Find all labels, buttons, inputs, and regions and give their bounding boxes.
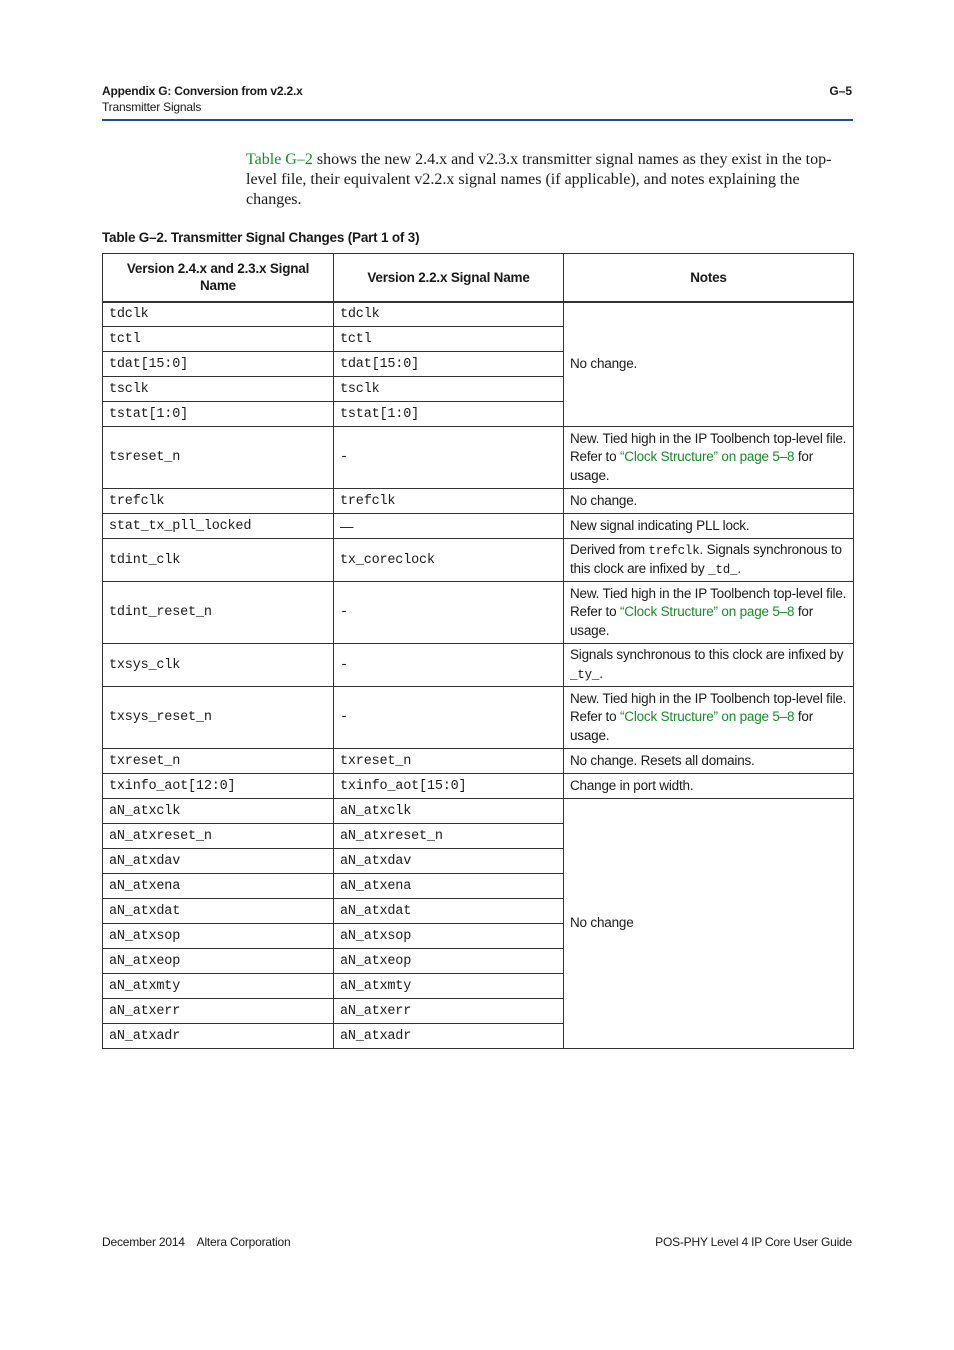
notes-cell: No change. (564, 489, 854, 514)
new-signal-cell: stat_tx_pll_locked (103, 514, 334, 539)
note-text: Derived from (570, 541, 649, 557)
table-header-row (103, 254, 854, 302)
table-row (103, 427, 854, 489)
new-signal-cell: tdclk (103, 302, 334, 327)
new-signal-cell: txreset_n (103, 749, 334, 774)
old-signal-cell: txinfo_aot[15:0] (334, 774, 564, 799)
note-text: . Signals synchronous to this clock are infixed by (570, 541, 842, 576)
note-text: for usage. (570, 449, 813, 483)
new-signal-cell: aN_atxadr (103, 1024, 334, 1049)
notes-cell: No change (564, 799, 854, 1049)
old-signal-cell: aN_atxena (334, 874, 564, 899)
table-row (103, 302, 854, 327)
new-signal-cell: tsclk (103, 377, 334, 402)
old-signal-cell: - (334, 687, 564, 749)
new-signal-cell: txsys_clk (103, 644, 334, 687)
table-row (103, 582, 854, 644)
table-caption: Table G–2. Transmitter Signal Changes (Part 1 of 3) (102, 230, 420, 245)
notes-cell (564, 427, 854, 489)
old-signal-cell: aN_atxeop (334, 949, 564, 974)
clock-structure-link[interactable]: “Clock Structure” on page 5–8 (619, 709, 795, 725)
note-code: trefclk (648, 543, 700, 558)
old-signal-cell: tstat[1:0] (334, 402, 564, 427)
old-signal-cell: aN_atxsop (334, 924, 564, 949)
notes-cell: New signal indicating PLL lock. (564, 514, 854, 539)
note-text: Signals synchronous to this clock are infixed by (570, 647, 844, 662)
note-code: _ty_ (570, 667, 600, 682)
old-signal-cell: tsclk (334, 377, 564, 402)
intro-paragraph (246, 150, 856, 210)
new-signal-cell: aN_atxdav (103, 849, 334, 874)
note-text: for usage. (570, 709, 813, 743)
table-row (103, 644, 854, 687)
clock-structure-link[interactable]: “Clock Structure” on page 5–8 (619, 604, 795, 620)
notes-cell (564, 582, 854, 644)
running-header-title: Appendix G: Conversion from v2.2.x (102, 84, 303, 98)
old-signal-cell: tx_coreclock (334, 539, 564, 582)
new-signal-cell: aN_atxerr (103, 999, 334, 1024)
old-signal-cell: - (334, 582, 564, 644)
header-notes: Notes (564, 254, 854, 302)
note-text: for usage. (570, 604, 813, 638)
new-signal-cell: tstat[1:0] (103, 402, 334, 427)
note-text: . (599, 665, 603, 681)
old-signal-cell: aN_atxadr (334, 1024, 564, 1049)
table-row (103, 489, 854, 514)
intro-text: shows the new 2.4.x and v2.3.x transmitter signal names as they exist in the top-level file, their equivalent v2.2.x signal names (if applicable), and notes explaining the changes. (246, 151, 832, 208)
note-text: New. Tied high in the IP Toolbench top-level file. Refer to (570, 585, 847, 620)
table-row (103, 687, 854, 749)
note-code: _td_ (708, 563, 738, 577)
old-signal-cell: trefclk (334, 489, 564, 514)
header-old-signal: Version 2.2.x Signal Name (334, 254, 564, 302)
new-signal-cell: tctl (103, 327, 334, 352)
old-signal-cell: tctl (334, 327, 564, 352)
notes-cell: No change. Resets all domains. (564, 749, 854, 774)
old-signal-cell: aN_atxmty (334, 974, 564, 999)
new-signal-cell: txsys_reset_n (103, 687, 334, 749)
new-signal-cell: aN_atxsop (103, 924, 334, 949)
old-signal-cell: tdat[15:0] (334, 352, 564, 377)
notes-cell (564, 687, 854, 749)
table-row (103, 774, 854, 799)
old-signal-cell: aN_atxdat (334, 899, 564, 924)
old-signal-cell: aN_atxdav (334, 849, 564, 874)
signal-table (102, 253, 854, 1049)
new-signal-cell: aN_atxreset_n (103, 824, 334, 849)
header-new-signal: Version 2.4.x and 2.3.x Signal Name (103, 254, 334, 302)
old-signal-cell: — (334, 514, 564, 539)
table-row (103, 539, 854, 582)
table-row (103, 514, 854, 539)
new-signal-cell: tdint_clk (103, 539, 334, 582)
old-signal-cell: txreset_n (334, 749, 564, 774)
note-text: New. Tied high in the IP Toolbench top-level file. Refer to (570, 430, 847, 465)
notes-cell (564, 644, 854, 687)
new-signal-cell: tsreset_n (103, 427, 334, 489)
table-reference-link[interactable]: Table G–2 (246, 151, 313, 168)
table-row (103, 799, 854, 824)
clock-structure-link[interactable]: “Clock Structure” on page 5–8 (619, 449, 795, 465)
new-signal-cell: aN_atxdat (103, 899, 334, 924)
old-signal-cell: - (334, 427, 564, 489)
new-signal-cell: trefclk (103, 489, 334, 514)
new-signal-cell: aN_atxclk (103, 799, 334, 824)
old-signal-cell: tdclk (334, 302, 564, 327)
header-rule (102, 119, 853, 121)
new-signal-cell: txinfo_aot[12:0] (103, 774, 334, 799)
table-row (103, 749, 854, 774)
new-signal-cell: aN_atxena (103, 874, 334, 899)
footer-guide-title: POS-PHY Level 4 IP Core User Guide (655, 1235, 852, 1249)
new-signal-cell: tdint_reset_n (103, 582, 334, 644)
old-signal-cell: aN_atxreset_n (334, 824, 564, 849)
new-signal-cell: aN_atxeop (103, 949, 334, 974)
old-signal-cell: aN_atxerr (334, 999, 564, 1024)
new-signal-cell: tdat[15:0] (103, 352, 334, 377)
notes-cell: Change in port width. (564, 774, 854, 799)
footer-date-company: December 2014 Altera Corporation (102, 1235, 291, 1249)
note-text: . (737, 561, 741, 576)
running-header-subtitle: Transmitter Signals (102, 100, 202, 114)
new-signal-cell: aN_atxmty (103, 974, 334, 999)
old-signal-cell: aN_atxclk (334, 799, 564, 824)
notes-cell (564, 539, 854, 582)
notes-cell: No change. (564, 302, 854, 427)
page-number: G–5 (829, 84, 852, 98)
old-signal-cell: - (334, 644, 564, 687)
note-text: New. Tied high in the IP Toolbench top-level file. Refer to (570, 690, 847, 725)
